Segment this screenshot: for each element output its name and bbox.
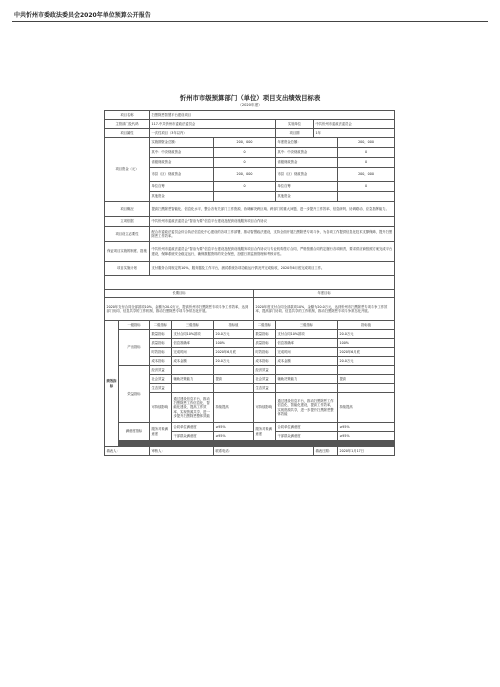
indicator-header-row	[105, 321, 395, 330]
spacer-cell	[105, 276, 395, 290]
indicator-cell: ≥95%	[338, 423, 395, 432]
indicator-cell: 质量指标	[150, 339, 172, 348]
indicator-cell: 可持续影响	[150, 393, 172, 423]
funds-row-value-left	[214, 192, 276, 202]
basis-label: 立项依据	[105, 217, 150, 227]
indicator-cell: 20.0万元	[214, 357, 254, 366]
date-value: 2020年1月17日	[338, 447, 395, 456]
indicator-cell: 经济效益	[150, 366, 172, 375]
indicator-cell: 通过建设信息平台，推动扫黑除恶工作信息化、智能化建设，提高工作效率，实现资源共享，进一步提升扫黑除恶整体效能	[172, 393, 214, 423]
unit-value: 中共忻州市委政法委员会	[314, 120, 395, 129]
necessity-text: 配合市委政法委员会综合执法信息化中心建设的各项工作部署，推动智慧政法建设，支持全面开展扫黑除恶专项斗争，为各项工作提供信息化技术支撑保障，提升扫黑除恶工作效率。	[150, 227, 395, 242]
long-term-goal-text: 2020年支付合同全部款项10%，金额为20.0万元，提高忻州市扫黑除恶专项斗争工作效率，达到部门协同、信息共享的工作机制，推动扫黑除恶专项斗争常态化开展。	[105, 298, 254, 321]
basis-text: 中共忻州市委政法委员会“智治为要”信息平台建设及配套设施服务项目合作协议	[150, 217, 395, 227]
indicators-side-label: 绩效指标	[105, 321, 119, 447]
funds-row-label-left: 其中：中央财政资金	[150, 148, 214, 158]
indicator-cell: 完成时间	[172, 348, 214, 357]
indicator-cell	[338, 366, 395, 375]
long-term-goal-label: 长期目标	[105, 290, 254, 298]
indicator-cell	[276, 366, 338, 375]
funds-row-label-right: 其中：中央财政资金	[276, 148, 338, 158]
output-indicator-label: 产出指标	[119, 330, 150, 366]
phone-label: 联系电话：	[214, 447, 314, 456]
indicator-cell: 信息准确率	[276, 339, 338, 348]
indicator-cell: 成本指标	[150, 357, 172, 366]
indicator-cell: 2020年6月底	[338, 348, 395, 357]
indicator-col-header: 三级指标	[276, 321, 338, 330]
indicator-cell	[276, 384, 338, 393]
performance-goal-table	[104, 110, 395, 456]
funds-row-label-right: 省级财政资金	[276, 158, 338, 168]
indicator-cell: 信息准确率	[172, 339, 214, 348]
row-basis	[105, 217, 395, 227]
indicator-cell: 2020年6月底	[214, 348, 254, 357]
plan-label: 项目实施计划	[105, 262, 150, 276]
indicator-cell: 成本金额	[276, 357, 338, 366]
indicator-col-header: 二级指标	[254, 321, 276, 330]
satisfaction-indicator-label: 满意度指标	[119, 423, 150, 441]
attr-label: 项目属性	[105, 129, 150, 138]
indicator-cell: 20.0万元	[338, 330, 395, 339]
indicator-cell: 支付合同10%款项	[172, 330, 214, 339]
funds-row-label-right: 单位自筹	[276, 182, 338, 192]
indicator-cell: 服务对象满意度	[254, 423, 276, 441]
indicator-cell: ≥95%	[338, 432, 395, 441]
funds-row-label-left: 省级财政资金	[150, 158, 214, 168]
indicator-cell: 生态效益	[150, 384, 172, 393]
funds-row-value-right: 0	[338, 148, 395, 158]
indicator-col-header: 指标值	[338, 321, 395, 330]
indicator-cell: 通过建设信息平台，推动扫黑除恶工作信息化、智能化建设，提高工作效率，实现资源共享，进一步提升扫黑除恶整体效能	[276, 393, 338, 423]
attr-value: 一次性项目（3年以内）	[150, 129, 276, 138]
indicator-cell: 支付合同10%款项	[276, 330, 338, 339]
overview-text: 提高扫黑除恶智能化、信息化水平，整合各有关部门工作资源，协调解决跨区域、跨部门的重大问题，进一步提升工作效率、信息研判、协调联动、应急指挥能力。	[150, 202, 395, 217]
indicator-cell: 100%	[338, 339, 395, 348]
funds-row-label-left: 市县（区）财政资金	[150, 168, 214, 182]
indicator-cell	[214, 384, 254, 393]
project-name-value: 扫黑除恶智慧平台建设项目	[150, 111, 395, 120]
indicator-row	[105, 423, 395, 432]
indicator-cell: 100%	[214, 339, 254, 348]
row-plan	[105, 262, 395, 276]
funds-row-value-right	[338, 192, 395, 202]
indicator-row	[105, 330, 395, 339]
row-overview	[105, 202, 395, 217]
row-goal-headers	[105, 290, 395, 298]
indicator-cell: 生态效益	[254, 384, 276, 393]
indicator-cell: 合同单位满意度	[276, 423, 338, 432]
plan-text: 支付服务合同规定的10%，服务器及工作平台，测试系统各项功能运行情况并完成验收，2020年6月底完成项目工作。	[150, 262, 395, 276]
row-necessity	[105, 227, 395, 242]
row-department	[105, 120, 395, 129]
indicator-cell: 时效指标	[150, 348, 172, 357]
funds-row-label-right: 年度资金总额：	[276, 138, 338, 148]
row-attribute	[105, 129, 395, 138]
indicator-cell: 成本指标	[254, 357, 276, 366]
indicator-cell: 辅助决策能力	[172, 375, 214, 384]
benefit-indicator-label: 效益指标	[119, 366, 150, 423]
indicator-cell: 干部群众满意度	[276, 432, 338, 441]
funds-row-value-left: 0	[214, 148, 276, 158]
header-divider	[12, 21, 488, 22]
row-footer	[105, 447, 395, 456]
funds-row	[105, 138, 395, 148]
reviewer-label: 审核人：	[150, 447, 214, 456]
project-name-label: 项目名称	[105, 111, 150, 120]
funds-row-label-left: 单位自筹	[150, 182, 214, 192]
indicator-col-header: 二级指标	[150, 321, 172, 330]
indicator-cell: 完成时间	[276, 348, 338, 357]
indicator-cell: 辅助决策能力	[276, 375, 338, 384]
funds-row-label-right: 市县（区）财政资金	[276, 168, 338, 182]
unit-label: 实施单位	[276, 120, 314, 129]
indicator-cell: 社会效益	[254, 375, 276, 384]
filler-label: 填表人：	[105, 447, 150, 456]
dept-label: 主管部门及代码	[105, 120, 150, 129]
indicator-cell: ≥95%	[214, 432, 254, 441]
indicator-cell: 提高	[338, 375, 395, 384]
funds-row-label-left: 其他资金	[150, 192, 214, 202]
row-safeguard	[105, 242, 395, 262]
indicator-cell: 经济效益	[254, 366, 276, 375]
indicator-cell: 数量指标	[254, 330, 276, 339]
indicator-cell: 提高	[214, 375, 254, 384]
funds-row-label-right: 其他资金	[276, 192, 338, 202]
period-value: 1年	[314, 129, 395, 138]
indicator-cell: 持续提高	[338, 393, 395, 423]
indicator-cell: 持续提高	[214, 393, 254, 423]
funds-row-value-right: 0	[338, 182, 395, 192]
funds-row-value-left: 0	[214, 158, 276, 168]
row-project-name	[105, 111, 395, 120]
indicator-cell: 干部群众满意度	[172, 432, 214, 441]
indicator-cell: 社会效益	[150, 375, 172, 384]
indicator-col-header: 三级指标	[172, 321, 214, 330]
funds-row-value-left: 200，000	[214, 138, 276, 148]
indicator-cell: 质量指标	[254, 339, 276, 348]
safeguard-text: 中共忻州市委政法委员会“智治为要”信息平台建设及配套设施服务项目合作协议与专业机构签订合同，严格按照合同约定履行各项职责，要求供应商按照方案完成平台建设，保障系统安全稳定运行，确保数据资料的安全保密，加强日常监督管理和考核评估。	[150, 242, 395, 262]
necessity-label: 项目设立必要性	[105, 227, 150, 242]
indicator-cell: 数量指标	[150, 330, 172, 339]
funds-label: 项目资金（元）	[105, 138, 150, 202]
indicator-cell: 时效指标	[254, 348, 276, 357]
funds-row-value-left: 200，000	[214, 168, 276, 182]
indicator-cell: 服务对象满意度	[150, 423, 172, 441]
period-label: 项目期	[276, 129, 314, 138]
funds-row-label-left: 实施期资金总额：	[150, 138, 214, 148]
row-goal-texts	[105, 298, 395, 321]
row-spacer	[105, 276, 395, 290]
funds-row-value-right: 0	[338, 158, 395, 168]
indicator-cell: 合同单位满意度	[172, 423, 214, 432]
report-header: 中共忻州市委政法委员会2020年单位预算公开报告	[14, 12, 151, 19]
indicator-cell: 可持续影响	[254, 393, 276, 423]
dept-value: 117-中共忻州市委政法委员会	[150, 120, 276, 129]
indicator-cell	[338, 384, 395, 393]
indicator-cell	[172, 366, 214, 375]
safeguard-label: 保证项目实施的制度、措施	[105, 242, 150, 262]
indicator-cell: 20.0万元	[338, 357, 395, 366]
document-year: （2020年度）	[238, 103, 262, 107]
funds-row-value-left: 0	[214, 182, 276, 192]
document-title: 忻州市市级预算部门（单位）项目支出绩效目标表	[179, 94, 321, 102]
indicator-col-header: 一级指标	[119, 321, 150, 330]
indicator-cell	[214, 366, 254, 375]
overview-label: 项目概况	[105, 202, 150, 217]
indicator-cell: 成本金额	[172, 357, 214, 366]
indicator-col-header: 指标值	[214, 321, 254, 330]
date-label: 填表日期：	[314, 447, 338, 456]
funds-row-value-right: 200，000	[338, 168, 395, 182]
funds-row-value-right: 200，000	[338, 138, 395, 148]
annual-goal-label: 年度目标	[254, 290, 395, 298]
indicator-cell: ≥95%	[214, 423, 254, 432]
annual-goal-text: 2020年度支付合同全部款项10%，金额为20.0万元，达到忻州市扫黑除恶专项斗争工作效率，提高部门协同、信息共享的工作机制，推动扫黑除恶专项斗争常态化开展。	[254, 298, 395, 321]
indicator-cell: 20.0万元	[214, 330, 254, 339]
indicator-row	[105, 366, 395, 375]
indicator-cell	[172, 384, 214, 393]
